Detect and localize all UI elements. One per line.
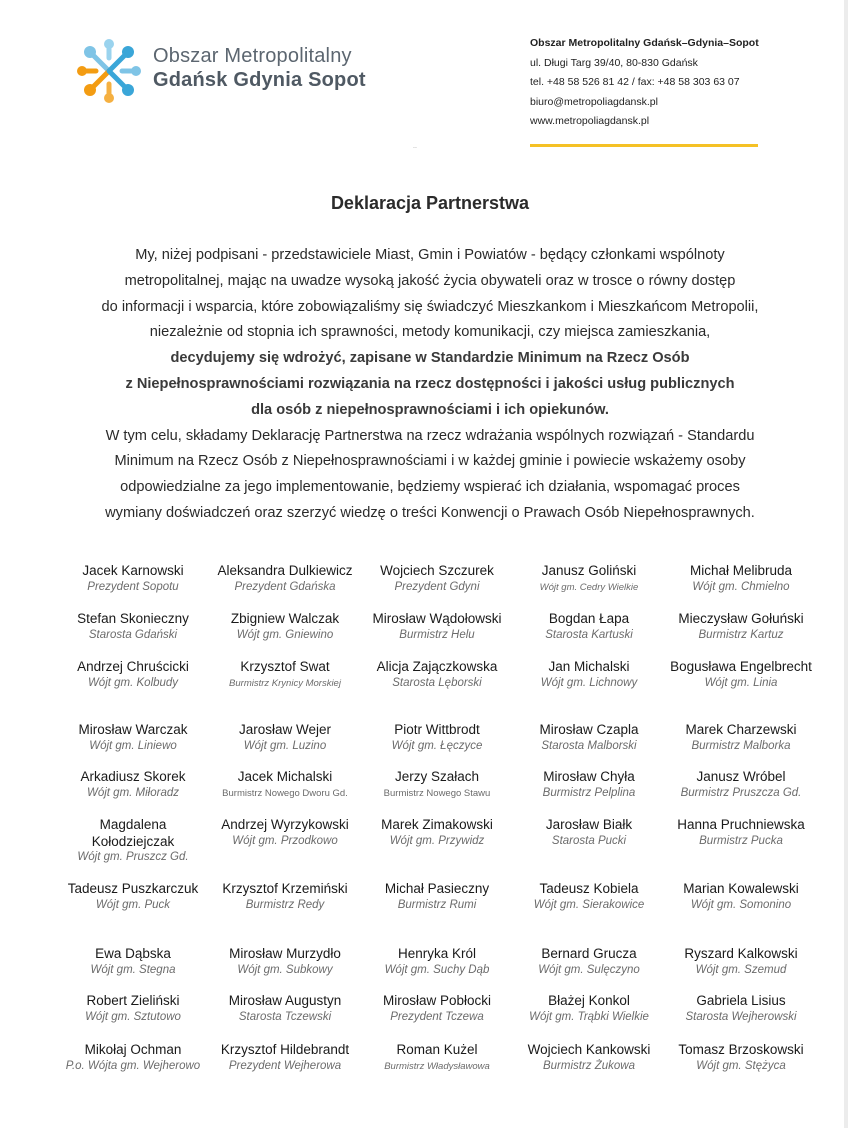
signatory-name: Janusz Goliński bbox=[541, 563, 637, 578]
signatory-row bbox=[57, 881, 817, 946]
signatory bbox=[361, 881, 513, 946]
signatory bbox=[361, 946, 513, 993]
declaration-line: niezależnie od stopnia ich sprawności, metody komunikacji, czy miejsca zamieszkania, bbox=[149, 324, 711, 341]
small-mark: .. bbox=[413, 143, 417, 150]
signatory bbox=[209, 993, 361, 1042]
declaration-line: decydujemy się wdrożyć, zapisane w Standardzie Minimum na Rzecz Osób bbox=[170, 350, 690, 367]
signatory-name: Jarosław Białk bbox=[545, 817, 633, 832]
brand-line-2: Gdańsk Gdynia Sopot bbox=[153, 69, 366, 91]
signatory-name: Piotr Wittbrodt bbox=[394, 722, 480, 737]
signatory bbox=[209, 722, 361, 769]
signatory-name: Marek Zimakowski bbox=[381, 817, 493, 832]
signatory-role: Wójt gm. Pruszcz Gd. bbox=[77, 851, 189, 863]
signatory bbox=[513, 611, 665, 659]
signatory bbox=[209, 817, 361, 881]
signatory bbox=[665, 1042, 817, 1098]
declaration-line: do informacji i wsparcia, które zobowiązaliśmy się świadczyć Mieszkankom i Mieszkańcom Metropolii, bbox=[101, 298, 759, 315]
signatory-name: Wojciech Szczurek bbox=[380, 563, 494, 578]
signatory bbox=[57, 659, 209, 722]
signatory-name: Mirosław Murzydło bbox=[229, 946, 341, 961]
signatory-name: Michał Melibruda bbox=[689, 563, 793, 578]
signatory-role: Wójt gm. Suchy Dąb bbox=[384, 963, 490, 976]
signatory-role: Starosta Pucki bbox=[551, 834, 627, 847]
signatory-role: Wójt gm. Przodkowo bbox=[232, 834, 338, 847]
signatory-role: Starosta Wejherowski bbox=[685, 1010, 797, 1023]
signatory-row bbox=[57, 659, 817, 722]
signatory-role: Wójt gm. Liniewo bbox=[89, 739, 177, 752]
signatory-name: Andrzej Chruścicki bbox=[77, 659, 189, 674]
signatory-row bbox=[57, 563, 817, 611]
signatory bbox=[665, 881, 817, 946]
signatory-name: Bogdan Łapa bbox=[548, 611, 630, 626]
signatory-row bbox=[57, 611, 817, 659]
signatory-role: Burmistrz Żukowa bbox=[542, 1059, 636, 1072]
signatory-role: P.o. Wójta gm. Wejherowo bbox=[65, 1059, 201, 1072]
signatory-name: Mirosław Pobłocki bbox=[382, 993, 492, 1008]
declaration-line: odpowiedzialne za jego implementowanie, będziemy wspierać ich działania, wspomagać proces bbox=[120, 479, 740, 496]
signatory bbox=[513, 946, 665, 993]
signatory-role: Wójt gm. Gniewino bbox=[236, 628, 334, 641]
declaration-line: wymiany doświadczeń oraz szerzyć wiedzę o treści Konwencji o Prawach Osób Niepełnosprawnych. bbox=[105, 504, 755, 521]
signatory bbox=[361, 769, 513, 817]
signatory-name: Arkadiusz Skorek bbox=[80, 769, 186, 784]
signatory-name: Mirosław Czapla bbox=[539, 722, 639, 737]
signatory-name: Mieczysław Gołuński bbox=[678, 611, 804, 626]
signatory-name: Błażej Konkol bbox=[548, 993, 630, 1008]
signatory-name: Mikołaj Ochman bbox=[84, 1042, 182, 1057]
signatory bbox=[209, 611, 361, 659]
signatory bbox=[361, 659, 513, 722]
signatory-name: Mirosław Chyła bbox=[543, 769, 635, 784]
signatory-name: Stefan Skonieczny bbox=[77, 611, 189, 626]
signatory-role: Wójt gm. Chmielno bbox=[692, 580, 790, 593]
signatory-role: Wójt gm. Sierakowice bbox=[533, 898, 645, 911]
signatory bbox=[361, 817, 513, 881]
signatory bbox=[513, 769, 665, 817]
signatory bbox=[209, 769, 361, 817]
signatory-name: Jacek Michalski bbox=[237, 769, 333, 784]
declaration-line: dla osób z niepełnosprawnościami i ich opiekunów. bbox=[251, 401, 609, 418]
signatory-row bbox=[57, 993, 817, 1042]
signatory-name: Roman Kużel bbox=[396, 1042, 478, 1057]
signatory-name: Tomasz Brzoskowski bbox=[678, 1042, 804, 1057]
signatory-name: Hanna Pruchniewska bbox=[677, 817, 805, 832]
signatory-role: Burmistrz Pucka bbox=[699, 834, 783, 847]
signatory bbox=[209, 1042, 361, 1098]
brand-line-1: Obszar Metropolitalny bbox=[153, 45, 352, 67]
signatory-role: Burmistrz Nowego Stawu bbox=[383, 787, 491, 799]
signatory bbox=[665, 611, 817, 659]
signatory bbox=[665, 563, 817, 611]
signatory bbox=[665, 722, 817, 769]
signatory-role: Prezydent Wejherowa bbox=[228, 1059, 342, 1072]
signatory-name: Bogusława Engelbrecht bbox=[670, 659, 812, 674]
signatory-role: Prezydent Gdyni bbox=[394, 580, 480, 593]
metropolis-logo-icon bbox=[76, 38, 142, 104]
signatory-name: Henryka Król bbox=[397, 946, 477, 961]
document-title: Deklaracja Partnerstwa bbox=[330, 193, 530, 213]
signatory-role: Wójt gm. Stężyca bbox=[696, 1059, 786, 1072]
signatory bbox=[513, 659, 665, 722]
signatory-name: Marian Kowalewski bbox=[683, 881, 799, 896]
signatory-role: Prezydent Sopotu bbox=[87, 580, 179, 593]
declaration-line: W tym celu, składamy Deklarację Partnerstwa na rzecz wdrażania wspólnych rozwiązań - Standardu bbox=[105, 427, 755, 444]
signatory bbox=[513, 1042, 665, 1098]
signatory-row bbox=[57, 817, 817, 881]
signatory bbox=[513, 881, 665, 946]
signatory-name: Mirosław Wądołowski bbox=[372, 611, 502, 626]
signatory-role: Wójt gm. Linia bbox=[704, 676, 778, 689]
signatory bbox=[57, 1042, 209, 1098]
signatory-name: Krzysztof Swat bbox=[240, 659, 330, 674]
signatory-role: Wójt gm. Sulęczyno bbox=[538, 963, 640, 976]
signatory-name: Jerzy Szałach bbox=[394, 769, 480, 784]
signatory-role: Burmistrz Helu bbox=[399, 628, 475, 641]
signatory-name: Bernard Grucza bbox=[541, 946, 637, 961]
signatory bbox=[513, 993, 665, 1042]
contact-organization: Obszar Metropolitalny Gdańsk–Gdynia–Sopot bbox=[530, 37, 759, 49]
signatory-role: Wójt gm. Przywidz bbox=[389, 834, 485, 847]
signatory-name: Magdalena Kołodziejczak bbox=[91, 817, 175, 849]
signatory-name: Mirosław Warczak bbox=[78, 722, 188, 737]
signatory bbox=[361, 1042, 513, 1098]
signatory bbox=[209, 881, 361, 946]
accent-rule bbox=[530, 144, 758, 147]
signatory bbox=[57, 817, 209, 881]
signatory-role: Starosta Lęborski bbox=[392, 676, 482, 689]
signatory-name: Janusz Wróbel bbox=[696, 769, 786, 784]
signatory-name: Krzysztof Hildebrandt bbox=[220, 1042, 350, 1057]
signatory-role: Wójt gm. Stegna bbox=[90, 963, 176, 976]
signatory-name: Gabriela Lisius bbox=[696, 993, 786, 1008]
signatory-role: Burmistrz Pruszcza Gd. bbox=[680, 786, 802, 799]
signatory bbox=[361, 611, 513, 659]
contact-phone: tel. +48 58 526 81 42 / fax: +48 58 303 63 07 bbox=[530, 76, 740, 88]
signatory bbox=[665, 946, 817, 993]
signatory bbox=[57, 769, 209, 817]
signatory-role: Starosta Kartuski bbox=[545, 628, 633, 641]
signatory bbox=[665, 659, 817, 722]
signatory-role: Wójt gm. Kolbudy bbox=[87, 676, 179, 689]
contact-block bbox=[530, 34, 759, 132]
signatory-name: Zbigniew Walczak bbox=[230, 611, 340, 626]
signatory bbox=[513, 722, 665, 769]
signatory-name: Ryszard Kalkowski bbox=[684, 946, 798, 961]
signatory-name: Jacek Karnowski bbox=[82, 563, 184, 578]
signatory-role: Burmistrz Malborka bbox=[691, 739, 791, 752]
signatory-role: Prezydent Tczewa bbox=[390, 1010, 484, 1023]
signatory-name: Aleksandra Dulkiewicz bbox=[217, 563, 353, 578]
signatory-name: Mirosław Augustyn bbox=[228, 993, 342, 1008]
signatory-row bbox=[57, 722, 817, 769]
declaration-line: z Niepełnosprawnościami rozwiązania na rzecz dostępności i jakości usług publicznych bbox=[125, 375, 735, 392]
signatory-name: Marek Charzewski bbox=[685, 722, 797, 737]
signatory-role: Wójt gm. Lichnowy bbox=[540, 676, 638, 689]
declaration-line: metropolitalnej, mając na uwadze wysoką jakość życia obywateli oraz w trosce o równy dostęp bbox=[124, 272, 736, 289]
signatory-row bbox=[57, 946, 817, 993]
signatory-role: Burmistrz Krynicy Morskiej bbox=[229, 677, 341, 689]
signatory-role: Wójt gm. Cedry Wielkie bbox=[539, 581, 639, 593]
signatory-role: Burmistrz Kartuz bbox=[698, 628, 784, 641]
signatory bbox=[361, 722, 513, 769]
brand-name bbox=[153, 44, 366, 92]
signatory-role: Wójt gm. Luzino bbox=[243, 739, 327, 752]
signatory-row bbox=[57, 1042, 817, 1098]
signatory-role: Wójt gm. Trąbki Wielkie bbox=[529, 1010, 649, 1023]
signatory-name: Tadeusz Puszkarczuk bbox=[67, 881, 199, 896]
signatory-name: Michał Pasieczny bbox=[384, 881, 490, 896]
signatory bbox=[209, 946, 361, 993]
signatory-role: Starosta Gdański bbox=[88, 628, 178, 641]
signatory-name: Andrzej Wyrzykowski bbox=[221, 817, 349, 832]
signatory-role: Wójt gm. Subkowy bbox=[237, 963, 333, 976]
signatory-name: Wojciech Kankowski bbox=[527, 1042, 651, 1057]
signatory-name: Jan Michalski bbox=[548, 659, 630, 674]
signatory-name: Robert Zieliński bbox=[86, 993, 180, 1008]
signatory bbox=[665, 817, 817, 881]
signatory-role: Burmistrz Nowego Dworu Gd. bbox=[222, 787, 348, 799]
signatory-role: Prezydent Gdańska bbox=[234, 580, 336, 593]
signatory-role: Wójt gm. Puck bbox=[95, 898, 171, 911]
declaration-line: My, niżej podpisani - przedstawiciele Miast, Gmin i Powiatów - będący członkami wspólnoty bbox=[135, 247, 725, 263]
contact-email: biuro@metropoliagdansk.pl bbox=[530, 95, 658, 108]
signatories-grid bbox=[57, 563, 817, 1098]
signatory bbox=[57, 611, 209, 659]
signatory-role: Burmistrz Rumi bbox=[397, 898, 477, 911]
signatory bbox=[665, 769, 817, 817]
signatory-name: Alicja Zajączkowska bbox=[376, 659, 498, 674]
signatory bbox=[361, 563, 513, 611]
letterhead bbox=[0, 0, 848, 170]
signatory-name: Krzysztof Krzemiński bbox=[222, 881, 348, 896]
signatory-name: Tadeusz Kobiela bbox=[539, 881, 639, 896]
signatory bbox=[57, 881, 209, 946]
signatory bbox=[665, 993, 817, 1042]
declaration-line: Minimum na Rzecz Osób z Niepełnosprawnościami i w każdej gminie i powiecie wskażemy osoby bbox=[114, 453, 746, 470]
signatory bbox=[513, 817, 665, 881]
contact-address: ul. Długi Targ 39/40, 80-830 Gdańsk bbox=[530, 56, 698, 69]
signatory bbox=[209, 563, 361, 611]
signatory bbox=[57, 993, 209, 1042]
signatory-role: Starosta Malborski bbox=[541, 739, 637, 752]
signatory-role: Wójt gm. Somonino bbox=[690, 898, 792, 911]
signatory-name: Ewa Dąbska bbox=[95, 946, 171, 961]
signatory-role: Burmistrz Redy bbox=[245, 898, 325, 911]
signatory-role: Wójt gm. Łęczyce bbox=[391, 739, 483, 752]
signatory bbox=[361, 993, 513, 1042]
signatory bbox=[57, 946, 209, 993]
signatory-row bbox=[57, 769, 817, 817]
signatory-role: Wójt gm. Szemud bbox=[695, 963, 787, 976]
signatory-name: Jarosław Wejer bbox=[238, 722, 332, 737]
signatory-role: Burmistrz Władysławowa bbox=[384, 1060, 490, 1072]
signatory-role: Starosta Tczewski bbox=[238, 1010, 332, 1023]
signatory bbox=[513, 563, 665, 611]
signatory bbox=[57, 563, 209, 611]
contact-website: www.metropoliagdansk.pl bbox=[530, 115, 650, 127]
declaration-text bbox=[40, 243, 820, 527]
signatory-role: Wójt gm. Sztutowo bbox=[85, 1010, 181, 1023]
signatory bbox=[209, 659, 361, 722]
signatory-role: Wójt gm. Miłoradz bbox=[86, 786, 180, 799]
signatory bbox=[57, 722, 209, 769]
signatory-role: Burmistrz Pelplina bbox=[542, 786, 636, 799]
